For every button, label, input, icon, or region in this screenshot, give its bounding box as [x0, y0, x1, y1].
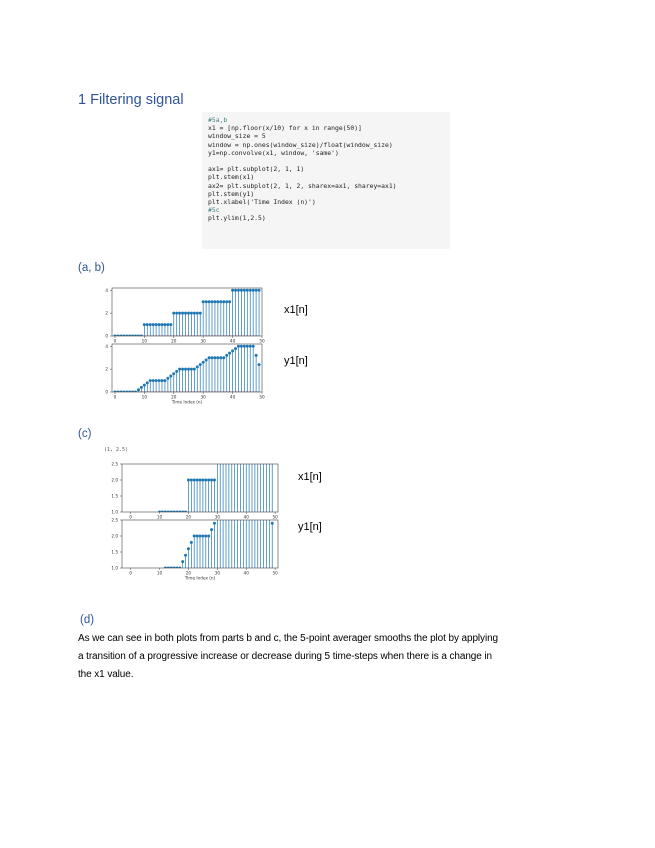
stem-marker: [199, 535, 202, 538]
stem-marker: [253, 415, 256, 418]
x-tick-label: 20: [171, 338, 177, 344]
y-tick-label: 1.5: [111, 493, 118, 499]
stem-marker: [202, 361, 205, 364]
stem-marker: [138, 543, 141, 546]
stem-marker: [199, 363, 202, 366]
stem-marker: [233, 447, 236, 450]
stem-marker: [262, 415, 265, 418]
stem-marker: [190, 479, 193, 482]
y-tick-label: 2: [105, 366, 108, 372]
stem-marker: [137, 388, 140, 391]
code-line: window_size = 5: [208, 132, 266, 141]
stem-marker: [246, 345, 249, 348]
stem-marker: [204, 479, 207, 482]
stem-marker: [237, 345, 240, 348]
stem-marker: [211, 356, 214, 359]
y-tick-label: 2.5: [111, 461, 118, 467]
stem-marker: [213, 522, 216, 525]
stem-marker: [222, 447, 225, 450]
stem-marker: [216, 356, 219, 359]
stem-marker: [225, 447, 228, 450]
stem-marker: [184, 368, 187, 371]
stem-marker: [152, 592, 155, 595]
paragraph-line: As we can see in both plots from parts b and c, the 5-point averager smooths the plot by applying: [78, 633, 498, 644]
stem-marker: [222, 300, 225, 303]
x-tick-label: 30: [200, 394, 206, 400]
stem-marker: [149, 379, 152, 382]
code-line: #5c: [208, 206, 220, 215]
stem-marker: [231, 289, 234, 292]
stem-marker: [265, 415, 268, 418]
stem-marker: [187, 368, 190, 371]
stem-marker: [135, 543, 138, 546]
stem-marker: [184, 554, 187, 557]
stem-marker: [237, 289, 240, 292]
plot-area: [113, 345, 260, 394]
stem-marker: [138, 599, 141, 602]
stem-marker: [144, 599, 147, 602]
x-tick-label: 20: [185, 570, 192, 576]
y-tick-label: 4: [105, 287, 108, 293]
stem-marker: [251, 415, 254, 418]
x-tick-label: 40: [243, 514, 249, 520]
stem-marker: [236, 447, 239, 450]
stem-marker: [152, 379, 155, 382]
stem-marker: [163, 379, 166, 382]
stem-marker: [146, 381, 149, 384]
x-tick-label: 50: [259, 394, 265, 400]
stem-marker: [201, 535, 204, 538]
stem-marker: [211, 300, 214, 303]
stem-marker: [228, 300, 231, 303]
stem-marker: [155, 586, 158, 589]
stem-marker: [207, 535, 210, 538]
stem-marker: [243, 289, 246, 292]
code-line: plt.stem(y1): [208, 189, 255, 198]
stem-marker: [208, 300, 211, 303]
stem-marker: [181, 312, 184, 315]
stem-marker: [132, 599, 135, 602]
x-tick-label: 0: [129, 570, 133, 576]
stem-marker: [161, 323, 164, 326]
x-tick-label: 50: [272, 570, 278, 576]
stem-marker: [210, 479, 213, 482]
plot-frame: [112, 288, 262, 336]
stem-marker: [129, 543, 132, 546]
cell-output-text: (1, 2.5): [104, 447, 129, 453]
x-tick-label: 40: [243, 570, 249, 576]
x-tick-label: 40: [229, 338, 236, 344]
stem-marker: [225, 354, 228, 357]
stem-marker: [172, 372, 175, 375]
stem-marker: [219, 300, 222, 303]
stem-marker: [158, 579, 161, 582]
stem-marker: [225, 300, 228, 303]
plot-area: [113, 289, 260, 338]
stem-marker: [129, 599, 132, 602]
stem-marker: [144, 543, 147, 546]
stem-marker: [146, 323, 149, 326]
stem-marker: [228, 352, 231, 355]
stem-marker: [147, 599, 150, 602]
stem-marker: [172, 312, 175, 315]
section-heading: 1 Filtering signal: [78, 92, 184, 108]
stem-marker: [201, 479, 204, 482]
stem-marker: [141, 599, 144, 602]
x-tick-label: 30: [214, 570, 221, 576]
code-line: plt.stem(x1): [208, 173, 255, 182]
x-tick-label: 20: [185, 514, 192, 520]
stem-marker: [216, 447, 219, 450]
stem-marker: [147, 543, 150, 546]
stem-marker: [245, 415, 248, 418]
stem-marker: [193, 535, 196, 538]
stem-marker: [207, 479, 210, 482]
stem-marker: [169, 323, 172, 326]
code-line: ax1= plt.subplot(2, 1, 1): [208, 165, 305, 174]
plot-label-x1: x1[n]: [284, 304, 308, 316]
stem-marker: [141, 543, 144, 546]
plot-label-x1-zoom: x1[n]: [298, 471, 322, 483]
code-line: ax2= plt.subplot(2, 1, 2, sharex=ax1, sharey=ax1): [208, 181, 397, 190]
stem-marker: [155, 323, 158, 326]
y-tick-label: 2.5: [111, 517, 118, 523]
stem-marker: [213, 479, 216, 482]
stem-marker: [193, 312, 196, 315]
stem-marker: [243, 345, 246, 348]
stem-marker: [258, 363, 261, 366]
stem-marker: [175, 312, 178, 315]
x-tick-label: 10: [141, 394, 148, 400]
paragraph-line: the x1 value.: [78, 669, 134, 680]
stem-marker: [230, 447, 233, 450]
x-tick-label: 50: [272, 514, 278, 520]
x-axis-label: Time Index (n): [171, 399, 203, 405]
x-tick-label: 0: [113, 394, 117, 400]
stem-marker: [234, 289, 237, 292]
stem-marker: [178, 368, 181, 371]
stem-marker: [143, 384, 146, 387]
plot-label-y1: y1[n]: [284, 355, 308, 367]
stem-marker: [166, 377, 169, 380]
stem-marker: [187, 479, 190, 482]
stem-marker: [246, 289, 249, 292]
stem-marker: [132, 543, 135, 546]
x-tick-label: 40: [229, 394, 236, 400]
stem-marker: [184, 312, 187, 315]
stem-marker: [249, 345, 252, 348]
stem-marker: [190, 368, 193, 371]
stem-marker: [234, 347, 237, 350]
stem-marker: [163, 323, 166, 326]
y-tick-label: 2.0: [111, 477, 118, 483]
stem-marker: [155, 543, 158, 546]
stem-marker: [204, 535, 207, 538]
stem-marker: [259, 415, 262, 418]
stem-marker: [216, 300, 219, 303]
stem-marker: [208, 356, 211, 359]
stem-marker: [196, 312, 199, 315]
stem-marker: [199, 312, 202, 315]
stem-marker: [169, 375, 172, 378]
stem-marker: [187, 547, 190, 550]
stem-marker: [158, 379, 161, 382]
stem-marker: [193, 368, 196, 371]
stem-marker: [213, 356, 216, 359]
answer-paragraph: [78, 630, 588, 684]
stem-marker: [181, 560, 184, 563]
stem-marker: [249, 289, 252, 292]
stem-marker: [202, 300, 205, 303]
stem-marker: [256, 415, 259, 418]
stem-marker: [205, 359, 208, 362]
y-tick-label: 4: [105, 343, 108, 349]
x-tick-label: 30: [214, 514, 221, 520]
stem-marker: [161, 379, 164, 382]
stem-marker: [196, 479, 199, 482]
subsection-label-c: (c): [78, 428, 92, 440]
stem-marker: [190, 541, 193, 544]
subsection-label-d: (d): [80, 614, 95, 626]
stem-marker: [196, 535, 199, 538]
x-tick-label: 0: [113, 338, 117, 344]
stem-marker: [140, 386, 143, 389]
stem-marker: [222, 356, 225, 359]
y-tick-label: 1.0: [111, 565, 118, 571]
x-tick-label: 30: [200, 338, 206, 344]
stem-marker: [213, 300, 216, 303]
x-tick-label: 10: [156, 514, 163, 520]
subsection-label-ab: (a, b): [78, 262, 105, 274]
stem-marker: [231, 349, 234, 352]
stem-marker: [178, 312, 181, 315]
code-line: plt.xlabel('Time Index (n)'): [208, 198, 316, 207]
stem-marker: [193, 479, 196, 482]
stem-marker: [248, 415, 251, 418]
code-line: x1 = [np.floor(x/10) for x in range(50)]: [208, 124, 362, 133]
stem-marker: [219, 356, 222, 359]
stem-marker: [190, 312, 193, 315]
x-tick-label: 20: [171, 394, 177, 400]
y-tick-label: 0: [105, 333, 108, 339]
stem-marker: [152, 543, 155, 546]
stem-marker: [135, 599, 138, 602]
code-line: #5a,b: [208, 116, 228, 124]
y-tick-label: 0: [105, 389, 108, 395]
y-tick-label: 2: [105, 310, 108, 316]
plot-label-y1-zoom: y1[n]: [298, 521, 322, 533]
code-line: y1=np.convolve(x1, window, 'same'): [208, 148, 339, 157]
stem-marker: [240, 345, 243, 348]
stem-marker: [239, 447, 242, 450]
stem-marker: [255, 354, 258, 357]
x-tick-label: 10: [141, 338, 148, 344]
stem-marker: [271, 522, 274, 525]
stem-marker: [181, 368, 184, 371]
stem-marker: [271, 415, 274, 418]
stem-marker: [196, 365, 199, 368]
stem-marker: [255, 289, 258, 292]
stem-marker: [258, 289, 261, 292]
stem-marker: [175, 370, 178, 373]
stem-marker: [166, 323, 169, 326]
stem-marker: [149, 323, 152, 326]
x-tick-label: 0: [129, 514, 133, 520]
stem-marker: [149, 543, 152, 546]
stem-marker: [143, 323, 146, 326]
stem-marker: [158, 323, 161, 326]
stem-marker: [155, 379, 158, 382]
y-tick-label: 2.0: [111, 533, 118, 539]
paragraph-line: a transition of a progressive increase or decrease during 5 time-steps when there is a change in: [78, 651, 492, 662]
plot-frame: [112, 344, 262, 392]
x-axis-label: Time Index (n): [184, 575, 216, 581]
stem-marker: [240, 289, 243, 292]
code-line: window = np.ones(window_size)/float(window_size): [208, 140, 393, 149]
y-tick-label: 1.5: [111, 549, 118, 555]
stem-marker: [152, 323, 155, 326]
stem-marker: [252, 345, 255, 348]
x-tick-label: 50: [259, 338, 265, 344]
stem-marker: [268, 415, 271, 418]
stem-marker: [227, 447, 230, 450]
stem-marker: [252, 289, 255, 292]
stem-marker: [187, 312, 190, 315]
stem-marker: [219, 447, 222, 450]
y-tick-label: 1.0: [111, 509, 118, 515]
stem-marker: [205, 300, 208, 303]
x-tick-label: 10: [156, 570, 163, 576]
stem-marker: [242, 447, 245, 450]
stem-marker: [210, 528, 213, 531]
code-line: plt.ylim(1,2.5): [208, 214, 266, 223]
stem-marker: [149, 599, 152, 602]
stem-marker: [199, 479, 202, 482]
